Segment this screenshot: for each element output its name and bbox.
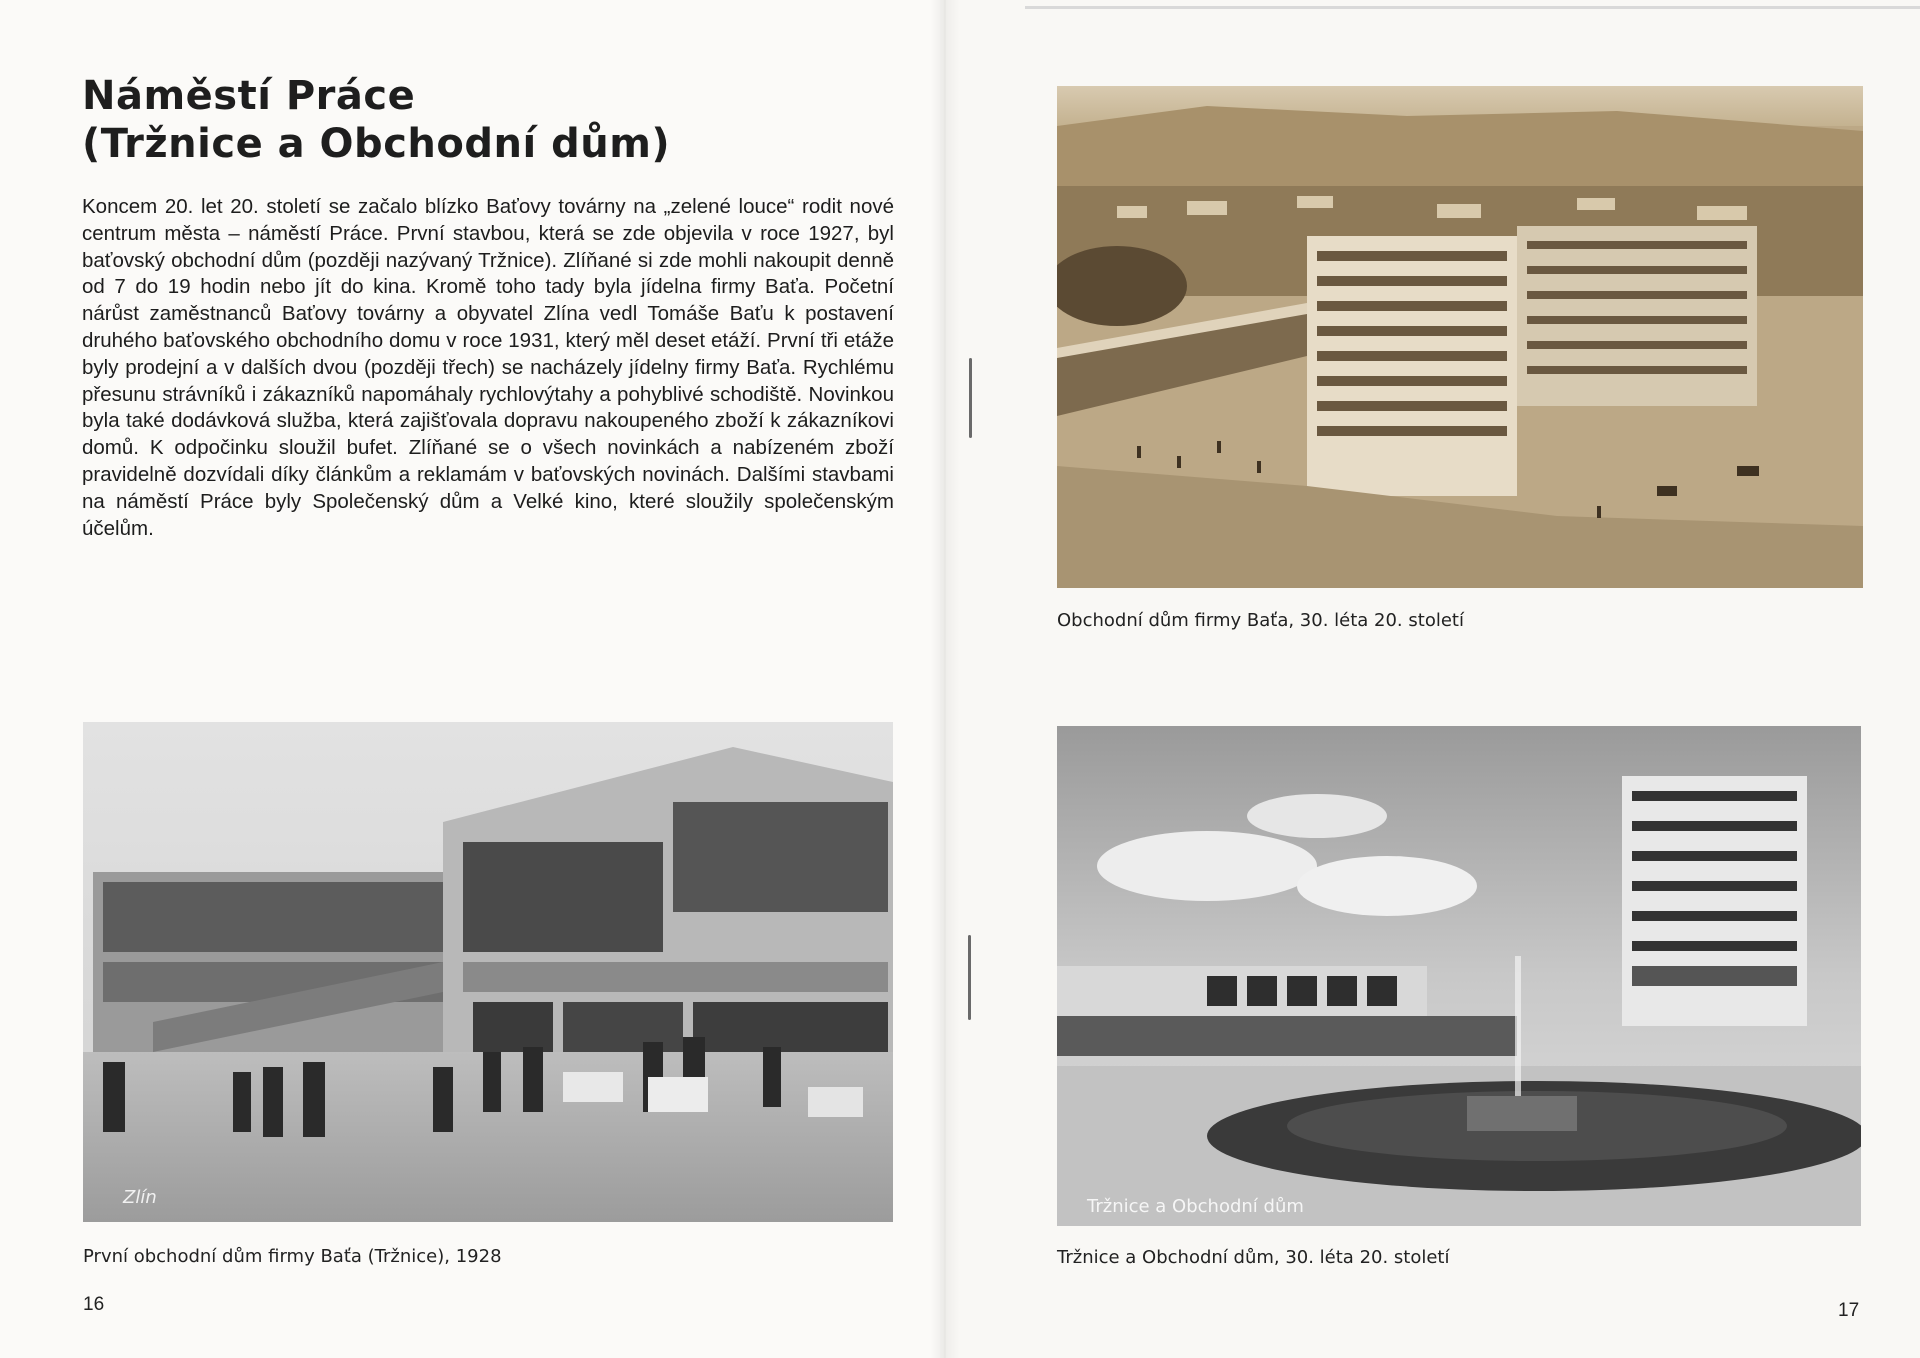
photo-obchodni-dum-aerial [1057,86,1863,588]
page-number-right: 17 [1838,1300,1860,1321]
caption-trznice-1928: První obchodní dům firmy Baťa (Tržnice), 1928 [83,1246,502,1267]
photo-trznice-image [83,722,893,1222]
page-number-left: 16 [83,1294,105,1315]
page-title [82,72,670,168]
photo-overlay-zlin: Zlín [123,1187,157,1208]
caption-trznice-obchodni-dum: Tržnice a Obchodní dům, 30. léta 20. století [1057,1247,1450,1268]
photo-overlay-trznice: Tržnice a Obchodní dům [1087,1196,1304,1217]
page-gutter [930,0,960,1358]
staple-bottom [968,935,971,1020]
photo-square-image [1057,726,1861,1226]
title-line-1: Náměstí Práce [82,73,416,119]
staple-top [969,358,972,438]
photo-trznice-1928 [83,722,893,1222]
photo-aerial-image [1057,86,1863,588]
caption-obchodni-dum: Obchodní dům firmy Baťa, 30. léta 20. století [1057,610,1464,631]
body-paragraph: Koncem 20. let 20. století se začalo blízko Baťovy továrny na „zelené louce“ rodit nové centrum města – náměstí Práce. První stavbou, která se zde objevila v roce 1927, byl baťovský obchodní dům (později nazývaný Tržnice). Zlíňané si zde mohli nakoupit denně od 7 do 19 hodin nebo jít do kina. Kromě toho tady byla jídelna firmy Baťa. Početní nárůst zaměstnanců Baťovy továrny a obyvatel Zlína vedl Tomáše Baťu k postavení druhého baťovského obchodního domu v roce 1931, který měl deset etáží. První tři etáže byly prodejní a v dalších dvou (později třech) se nacházely jídelny firmy Baťa. Rychlému přesunu strávníků i zákazníků napomáhaly rychlovýtahy a pohyblivé schodiště. Novinkou byla také dodávková služba, která zajišťovala dopravu nakoupeného zboží k zákazníkovi domů. K odpočinku sloužil bufet. Zlíňané se o všech novinkách a nabízeném zboží pravidelně dozvídali díky článkům a reklamám v baťovských novinách. Dalšími stavbami na náměstí Práce byly Společenský dům a Velké kino, které sloužily společenským účelům. [82,195,894,540]
photo-trznice-obchodni-dum [1057,726,1861,1226]
title-line-2: (Tržnice a Obchodní dům) [82,121,671,167]
page-top-edge [1025,6,1920,9]
